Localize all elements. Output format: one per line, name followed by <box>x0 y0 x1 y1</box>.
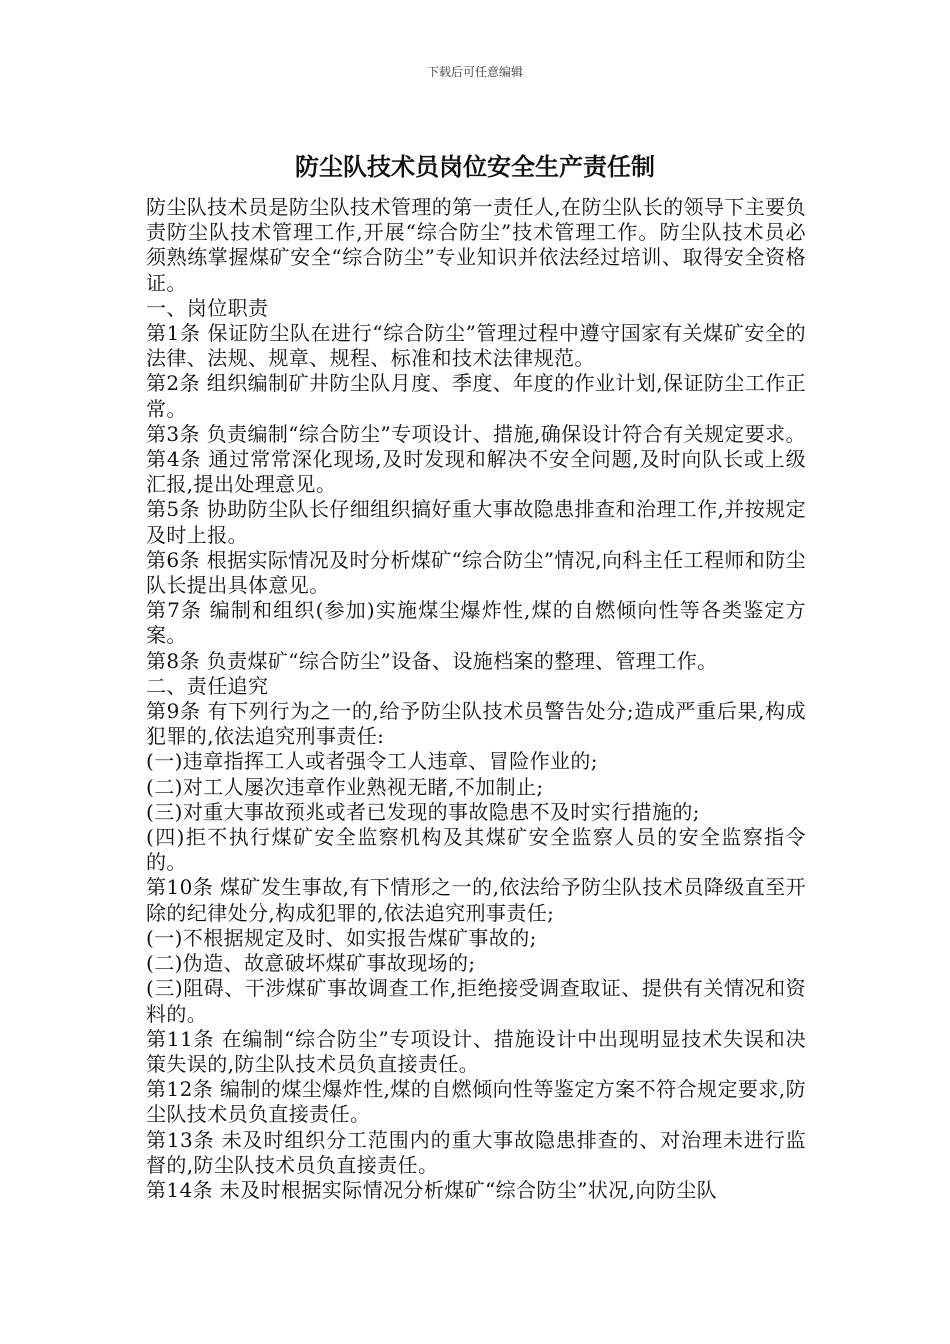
article-9-item-2: (二)对工人屡次违章作业熟视无睹,不加制止; <box>146 774 544 799</box>
article-9-item-1: (一)违章指挥工人或者强令工人违章、冒险作业的; <box>146 749 598 774</box>
intro-paragraph: 防尘队技术员是防尘队技术管理的第一责任人,在防尘队长的领导下主要负责防尘队技术管理工作,开展“综合防尘”技术管理工作。防尘队技术员必须熟练掌握煤矿安全“综合防尘”专业知识并依法经过培训、取得安全资格证。 <box>146 195 806 295</box>
article-4: 第4条 通过常常深化现场,及时发现和解决不安全问题,及时向队长或上级汇报,提出处理意见。 <box>146 447 806 497</box>
article-8: 第8条 负责煤矿“综合防尘”设备、设施档案的整理、管理工作。 <box>146 648 718 673</box>
article-14: 第14条 未及时根据实际情况分析煤矿“综合防尘”状况,向防尘队 <box>146 1177 718 1202</box>
article-3: 第3条 负责编制“综合防尘”专项设计、措施,确保设计符合有关规定要求。 <box>146 421 806 446</box>
article-9: 第9条 有下列行为之一的,给予防尘队技术员警告处分;造成严重后果,构成犯罪的,依法追究刑事责任: <box>146 699 806 749</box>
document-body <box>146 195 806 1203</box>
article-13: 第13条 未及时组织分工范围内的重大事故隐患排查的、对治理未进行监督的,防尘队技术员负直接责任。 <box>146 1127 806 1177</box>
article-7: 第7条 编制和组织(参加)实施煤尘爆炸性,煤的自燃倾向性等各类鉴定方案。 <box>146 598 806 648</box>
section-heading-liability: 二、责任追究 <box>146 673 269 698</box>
article-12: 第12条 编制的煤尘爆炸性,煤的自燃倾向性等鉴定方案不符合规定要求,防尘队技术员负直接责任。 <box>146 1077 806 1127</box>
article-11: 第11条 在编制“综合防尘”专项设计、措施设计中出现明显技术失误和决策失误的,防尘队技术员负直接责任。 <box>146 1026 806 1076</box>
article-1: 第1条 保证防尘队在进行“综合防尘”管理过程中遵守国家有关煤矿安全的法律、法规、规章、规程、标准和技术法律规范。 <box>146 321 806 371</box>
section-heading-duties: 一、岗位职责 <box>146 295 269 320</box>
page-header-note: 下载后可任意编辑 <box>426 65 523 79</box>
article-9-item-4: (四)拒不执行煤矿安全监察机构及其煤矿安全监察人员的安全监察指令的。 <box>146 825 806 875</box>
article-9-item-3: (三)对重大事故预兆或者已发现的事故隐患不及时实行措施的; <box>146 799 700 824</box>
article-2: 第2条 组织编制矿井防尘队月度、季度、年度的作业计划,保证防尘工作正常。 <box>146 371 806 421</box>
article-10-item-3: (三)阻碍、干涉煤矿事故调查工作,拒绝接受调查取证、提供有关情况和资料的。 <box>146 976 806 1026</box>
document-title: 防尘队技术员岗位安全生产责任制 <box>295 153 655 181</box>
article-5: 第5条 协助防尘队长仔细组织搞好重大事故隐患排查和治理工作,并按规定及时上报。 <box>146 497 806 547</box>
article-10-item-2: (二)伪造、故意破坏煤矿事故现场的; <box>146 951 476 976</box>
article-10-item-1: (一)不根据规定及时、如实报告煤矿事故的; <box>146 925 537 950</box>
article-10: 第10条 煤矿发生事故,有下情形之一的,依法给予防尘队技术员降级直至开除的纪律处分,构成犯罪的,依法追究刑事责任; <box>146 875 806 925</box>
article-6: 第6条 根据实际情况及时分析煤矿“综合防尘”情况,向科主任工程师和防尘队长提出具体意见。 <box>146 547 806 598</box>
